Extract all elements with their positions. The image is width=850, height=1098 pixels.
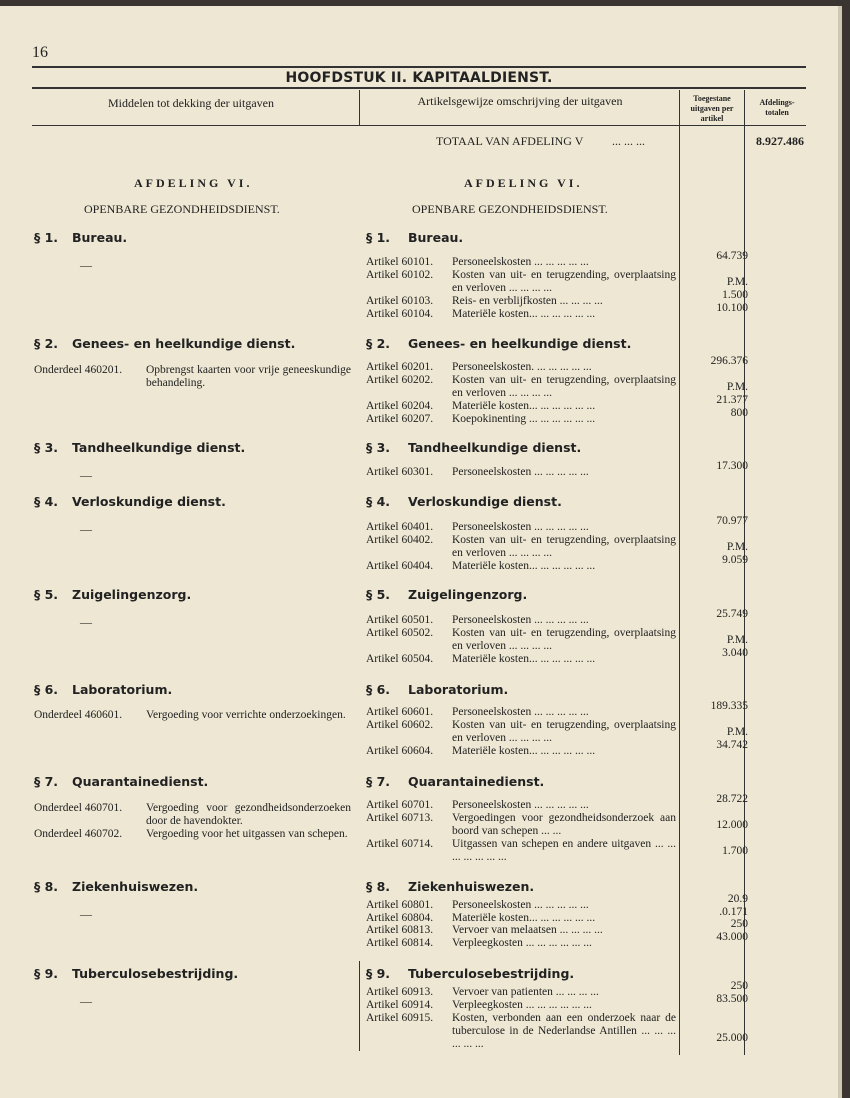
section-number: § 5. bbox=[34, 587, 59, 602]
no-income-dash: — bbox=[80, 258, 92, 272]
artikel-description: Personeelskosten ... ... ... ... ... bbox=[452, 614, 589, 626]
section-title: Laboratorium. bbox=[72, 682, 173, 697]
section-heading-left bbox=[34, 587, 191, 602]
totaal-value: 8.927.486 bbox=[756, 134, 804, 148]
onderdeel-code: Onderdeel 460201. bbox=[34, 364, 123, 376]
section-heading-left bbox=[34, 336, 295, 351]
section-title: Tandheelkundige dienst. bbox=[408, 440, 582, 455]
section-heading-right bbox=[366, 230, 463, 245]
no-income-dash: — bbox=[80, 994, 92, 1008]
section-title: Quarantainedienst. bbox=[408, 774, 545, 789]
artikel-code: Artikel 60104. bbox=[366, 308, 434, 320]
artikel-description: Materiële kosten... ... ... ... ... ... bbox=[452, 912, 596, 924]
artikel-amount: 64.739 bbox=[716, 250, 748, 262]
artikel-code: Artikel 60102. bbox=[366, 269, 434, 281]
onderdeel-description: Vergoeding voor het uitgassen van schepen. bbox=[146, 828, 348, 840]
section-heading-right bbox=[366, 879, 534, 894]
artikel-amount: 800 bbox=[730, 407, 748, 419]
section-number: § 1. bbox=[34, 230, 59, 245]
artikel-code: Artikel 60502. bbox=[366, 627, 434, 639]
section-title: Ziekenhuiswezen. bbox=[408, 879, 535, 894]
artikel-code: Artikel 60402. bbox=[366, 534, 434, 546]
artikel-description: Materiële kosten... ... ... ... ... ... bbox=[452, 560, 596, 572]
totaal-dots: ... ... ... bbox=[612, 134, 645, 148]
section-title: Tuberculosebestrijding. bbox=[408, 966, 575, 981]
artikel-amount: 3.040 bbox=[722, 647, 748, 659]
artikel-amount: 20.9 bbox=[727, 893, 748, 905]
section-heading-right bbox=[366, 494, 562, 509]
section-title: Verloskundige dienst. bbox=[72, 494, 226, 509]
header-rule-top bbox=[32, 87, 806, 89]
artikel-description: Personeelskosten ... ... ... ... ... bbox=[452, 899, 589, 911]
column-divider-2 bbox=[679, 90, 680, 1055]
artikel-amount: P.M. bbox=[726, 541, 748, 553]
artikel-code: Artikel 60804. bbox=[366, 912, 434, 924]
section-heading-right bbox=[366, 587, 527, 602]
artikel-description: Kosten van uit- en terugzending, overplaatsing en verloven ... ... ... ... bbox=[452, 627, 676, 652]
section-number: § 7. bbox=[34, 774, 59, 789]
artikel-code: Artikel 60814. bbox=[366, 937, 434, 949]
section-title: Bureau. bbox=[408, 230, 464, 245]
afdeling-left-title: AFDELING VI. bbox=[134, 176, 253, 190]
section-number: § 3. bbox=[366, 440, 391, 455]
artikel-description: Personeelskosten ... ... ... ... ... bbox=[452, 521, 589, 533]
artikel-code: Artikel 60204. bbox=[366, 400, 434, 412]
section-heading-right bbox=[366, 966, 574, 981]
artikel-description: Vervoer van melaatsen ... ... ... ... bbox=[452, 924, 603, 936]
artikel-amount: 189.335 bbox=[710, 700, 748, 712]
artikel-amount: 1.500 bbox=[722, 289, 748, 301]
section-title: Genees- en heelkundige dienst. bbox=[72, 336, 296, 351]
section-number: § 9. bbox=[34, 966, 59, 981]
top-rule bbox=[32, 66, 806, 68]
artikel-code: Artikel 60701. bbox=[366, 799, 434, 811]
artikel-description: Reis- en verblijfkosten ... ... ... ... bbox=[452, 295, 603, 307]
section-heading-left bbox=[34, 966, 238, 981]
artikel-description: Materiële kosten... ... ... ... ... ... bbox=[452, 400, 596, 412]
artikel-amount: 250 bbox=[730, 980, 748, 992]
artikel-description: Kosten van uit- en terugzending, overplaatsing en verloven ... ... ... ... bbox=[452, 534, 676, 559]
column-header-amount: Toegestane uitgaven per artikel bbox=[690, 94, 734, 123]
artikel-code: Artikel 60103. bbox=[366, 295, 434, 307]
artikel-amount: 9.059 bbox=[722, 554, 748, 566]
artikel-description: Personeelskosten ... ... ... ... ... bbox=[452, 256, 589, 268]
section-heading-right bbox=[366, 336, 631, 351]
artikel-code: Artikel 60601. bbox=[366, 706, 434, 718]
artikel-code: Artikel 60201. bbox=[366, 361, 434, 373]
section-title: Zuigelingenzorg. bbox=[72, 587, 192, 602]
artikel-code: Artikel 60301. bbox=[366, 466, 434, 478]
artikel-code: Artikel 60404. bbox=[366, 560, 434, 572]
section-title: Bureau. bbox=[72, 230, 128, 245]
section-heading-left bbox=[34, 440, 245, 455]
section-heading-left bbox=[34, 230, 127, 245]
section-title: Tuberculosebestrijding. bbox=[72, 966, 239, 981]
artikel-amount: P.M. bbox=[726, 381, 748, 393]
document-page bbox=[0, 6, 838, 1098]
header-rule-bottom bbox=[32, 125, 806, 126]
artikel-amount: 296.376 bbox=[710, 355, 748, 367]
section-number: § 8. bbox=[34, 879, 59, 894]
section-number: § 3. bbox=[34, 440, 59, 455]
section-heading-left bbox=[34, 774, 208, 789]
section-number: § 4. bbox=[34, 494, 59, 509]
chapter-title: HOOFDSTUK II. KAPITAALDIENST. bbox=[285, 70, 553, 86]
afdeling-right-title: AFDELING VI. bbox=[464, 176, 583, 190]
section-number: § 6. bbox=[34, 682, 59, 697]
artikel-code: Artikel 60504. bbox=[366, 653, 434, 665]
artikel-code: Artikel 60801. bbox=[366, 899, 434, 911]
artikel-amount: 70.977 bbox=[716, 515, 748, 527]
onderdeel-description: Vergoeding voor verrichte onderzoekingen. bbox=[146, 709, 346, 721]
artikel-amount: P.M. bbox=[726, 726, 748, 738]
artikel-code: Artikel 60101. bbox=[366, 256, 434, 268]
artikel-description: Kosten, verbonden aan een onderzoek naar de tuberculose in de Nederlandse Antillen ... ... ... ... ... ... bbox=[452, 1012, 676, 1050]
artikel-description: Personeelskosten ... ... ... ... ... bbox=[452, 466, 589, 478]
onderdeel-description: Opbrengst kaarten voor vrije geneeskundige behandeling. bbox=[146, 364, 351, 389]
section-number: § 2. bbox=[366, 336, 391, 351]
artikel-description: Materiële kosten... ... ... ... ... ... bbox=[452, 308, 596, 320]
artikel-amount: 21.377 bbox=[716, 394, 748, 406]
artikel-amount: 25.749 bbox=[716, 608, 748, 620]
onderdeel-code: Onderdeel 460702. bbox=[34, 828, 123, 840]
artikel-description: Materiële kosten... ... ... ... ... ... bbox=[452, 653, 596, 665]
no-income-dash: — bbox=[80, 907, 92, 921]
artikel-amount: 10.100 bbox=[716, 302, 748, 314]
artikel-amount: 34.742 bbox=[716, 739, 748, 751]
no-income-dash: — bbox=[80, 468, 92, 482]
artikel-description: Materiële kosten... ... ... ... ... ... bbox=[452, 745, 596, 757]
artikel-description: Kosten van uit- en terugzending, overplaatsing en verloven ... ... ... ... bbox=[452, 269, 676, 294]
section-number: § 7. bbox=[366, 774, 391, 789]
section-number: § 6. bbox=[366, 682, 391, 697]
section-number: § 4. bbox=[366, 494, 391, 509]
artikel-amount: 1.700 bbox=[722, 845, 748, 857]
artikel-code: Artikel 60602. bbox=[366, 719, 434, 731]
column-divider-1 bbox=[359, 90, 360, 126]
artikel-amount: .0.171 bbox=[719, 906, 748, 918]
no-income-dash: — bbox=[80, 615, 92, 629]
section-title: Zuigelingenzorg. bbox=[408, 587, 528, 602]
section-heading-left bbox=[34, 879, 198, 894]
artikel-description: Kosten van uit- en terugzending, overplaatsing en verloven ... ... ... ... bbox=[452, 719, 676, 744]
section-number: § 2. bbox=[34, 336, 59, 351]
artikel-description: Verpleegkosten ... ... ... ... ... ... bbox=[452, 999, 592, 1011]
artikel-amount: 43.000 bbox=[716, 931, 748, 943]
artikel-description: Vergoedingen voor gezondheidsonderzoek aan boord van schepen ... ... bbox=[452, 812, 676, 837]
afdeling-left-subtitle: OPENBARE GEZONDHEIDSDIENST. bbox=[84, 202, 280, 216]
column-header-left: Middelen tot dekking der uitgaven bbox=[108, 96, 274, 110]
no-income-dash: — bbox=[80, 522, 92, 536]
section-number: § 5. bbox=[366, 587, 391, 602]
section-heading-right bbox=[366, 774, 544, 789]
artikel-description: Kosten van uit- en terugzending, overplaatsing en verloven ... ... ... ... bbox=[452, 374, 676, 399]
artikel-code: Artikel 60713. bbox=[366, 812, 434, 824]
artikel-amount: P.M. bbox=[726, 634, 748, 646]
artikel-description: Personeelskosten ... ... ... ... ... bbox=[452, 706, 589, 718]
artikel-amount: 25.000 bbox=[716, 1032, 748, 1044]
artikel-code: Artikel 60207. bbox=[366, 413, 434, 425]
artikel-description: Uitgassen van schepen en andere uitgaven ... ... ... ... ... ... ... bbox=[452, 838, 676, 863]
section-title: Tandheelkundige dienst. bbox=[72, 440, 246, 455]
onderdeel-description: Vergoeding voor gezondheidsonderzoeken door de havendokter. bbox=[146, 802, 351, 827]
artikel-code: Artikel 60202. bbox=[366, 374, 434, 386]
section-title: Verloskundige dienst. bbox=[408, 494, 562, 509]
section-title: Ziekenhuiswezen. bbox=[72, 879, 199, 894]
section-heading-right bbox=[366, 440, 581, 455]
artikel-code: Artikel 60401. bbox=[366, 521, 434, 533]
artikel-amount: 83.500 bbox=[716, 993, 748, 1005]
column-header-total: Afdelings-totalen bbox=[759, 98, 795, 117]
artikel-description: Personeelskosten. ... ... ... ... ... bbox=[452, 361, 592, 373]
section-heading-left bbox=[34, 494, 226, 509]
artikel-amount: P.M. bbox=[726, 276, 748, 288]
artikel-code: Artikel 60914. bbox=[366, 999, 434, 1011]
onderdeel-code: Onderdeel 460601. bbox=[34, 709, 123, 721]
section-heading-left bbox=[34, 682, 172, 697]
section-title: Quarantainedienst. bbox=[72, 774, 209, 789]
column-header-middle: Artikelsgewijze omschrijving der uitgaven bbox=[417, 94, 623, 108]
column-divider-1-lower bbox=[359, 961, 360, 1051]
artikel-amount: 250 bbox=[730, 918, 748, 930]
section-title: Genees- en heelkundige dienst. bbox=[408, 336, 632, 351]
artikel-code: Artikel 60714. bbox=[366, 838, 434, 850]
section-heading-right bbox=[366, 682, 508, 697]
artikel-description: Koepokinenting ... ... ... ... ... ... bbox=[452, 413, 596, 425]
totaal-label: TOTAAL VAN AFDELING V bbox=[436, 134, 584, 148]
onderdeel-code: Onderdeel 460701. bbox=[34, 802, 123, 814]
artikel-code: Artikel 60501. bbox=[366, 614, 434, 626]
artikel-amount: 12.000 bbox=[716, 819, 748, 831]
artikel-code: Artikel 60813. bbox=[366, 924, 434, 936]
afdeling-right-subtitle: OPENBARE GEZONDHEIDSDIENST. bbox=[412, 202, 608, 216]
section-number: § 1. bbox=[366, 230, 391, 245]
artikel-description: Verpleegkosten ... ... ... ... ... ... bbox=[452, 937, 592, 949]
artikel-code: Artikel 60913. bbox=[366, 986, 434, 998]
section-number: § 8. bbox=[366, 879, 391, 894]
artikel-amount: 17.300 bbox=[716, 460, 748, 472]
artikel-description: Personeelskosten ... ... ... ... ... bbox=[452, 799, 589, 811]
artikel-amount: 28.722 bbox=[716, 793, 748, 805]
section-title: Laboratorium. bbox=[408, 682, 509, 697]
artikel-description: Vervoer van patienten ... ... ... ... bbox=[452, 986, 599, 998]
page-number: 16 bbox=[32, 44, 48, 61]
artikel-code: Artikel 60915. bbox=[366, 1012, 434, 1024]
section-number: § 9. bbox=[366, 966, 391, 981]
artikel-code: Artikel 60604. bbox=[366, 745, 434, 757]
